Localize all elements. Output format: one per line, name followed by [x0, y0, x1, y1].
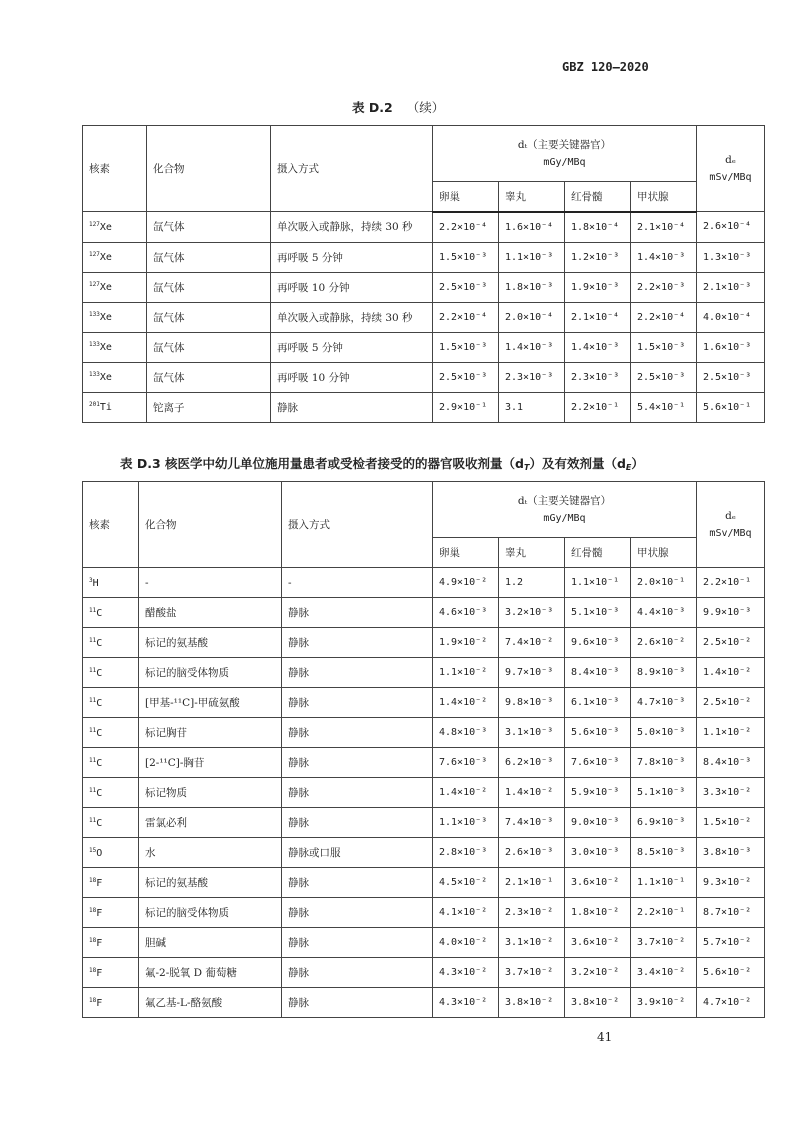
marrow-dose-cell: 3.8×10⁻² — [565, 988, 631, 1018]
route-cell: 静脉 — [282, 778, 433, 808]
thyroid-dose-cell: 5.0×10⁻³ — [631, 718, 697, 748]
table-row — [83, 688, 765, 718]
thyroid-dose-cell: 3.9×10⁻² — [631, 988, 697, 1018]
testis-dose-cell: 1.4×10⁻² — [499, 778, 565, 808]
caption-sub-t: T — [523, 463, 530, 472]
ovary-dose-cell: 1.1×10⁻³ — [433, 808, 499, 838]
header-route: 摄入方式 — [271, 126, 433, 212]
effective-dose-cell: 4.0×10⁻⁴ — [697, 302, 765, 332]
testis-dose-cell: 9.7×10⁻³ — [499, 658, 565, 688]
testis-dose-cell: 1.8×10⁻³ — [499, 272, 565, 302]
header-thyroid: 甲状腺 — [631, 182, 697, 212]
ovary-dose-cell: 7.6×10⁻³ — [433, 748, 499, 778]
header-effective — [697, 482, 765, 568]
compound-cell: 标记的脑受体物质 — [139, 658, 282, 688]
nuclide-cell — [83, 362, 147, 392]
effective-dose-cell: 2.5×10⁻² — [697, 628, 765, 658]
compound-cell: 铊离子 — [147, 392, 271, 422]
nuclide-cell — [83, 392, 147, 422]
effective-dose-cell: 2.1×10⁻³ — [697, 272, 765, 302]
mass-number: 201 — [89, 401, 100, 408]
compound-cell: 氟乙基-L-酪氨酸 — [139, 988, 282, 1018]
nuclide-cell — [83, 778, 139, 808]
mass-number: 127 — [89, 220, 100, 228]
mass-number: 18 — [89, 876, 97, 884]
marrow-dose-cell: 1.9×10⁻³ — [565, 272, 631, 302]
mass-number: 133 — [89, 371, 100, 378]
nuclide-cell — [83, 688, 139, 718]
marrow-dose-cell: 2.3×10⁻³ — [565, 362, 631, 392]
thyroid-dose-cell: 2.2×10⁻⁴ — [631, 302, 697, 332]
marrow-dose-cell: 9.6×10⁻³ — [565, 628, 631, 658]
table-row — [83, 838, 765, 868]
thyroid-dose-cell: 1.5×10⁻³ — [631, 332, 697, 362]
table-row — [83, 272, 765, 302]
route-cell: 静脉 — [282, 748, 433, 778]
testis-dose-cell: 1.6×10⁻⁴ — [499, 212, 565, 243]
element-symbol: F — [96, 967, 103, 979]
marrow-dose-cell: 5.6×10⁻³ — [565, 718, 631, 748]
nuclide-cell — [83, 808, 139, 838]
compound-cell: 氙气体 — [147, 302, 271, 332]
nuclide-cell — [83, 658, 139, 688]
compound-cell: 标记的氨基酸 — [139, 628, 282, 658]
header-compound: 化合物 — [147, 126, 271, 212]
route-cell: 静脉 — [271, 392, 433, 422]
testis-dose-cell: 2.3×10⁻² — [499, 898, 565, 928]
thyroid-dose-cell: 2.1×10⁻⁴ — [631, 212, 697, 243]
element-symbol: Xe — [99, 372, 112, 383]
element-symbol: C — [96, 667, 103, 679]
thyroid-dose-cell: 1.1×10⁻¹ — [631, 868, 697, 898]
table-row — [83, 778, 765, 808]
mass-number: 127 — [89, 281, 100, 288]
marrow-dose-cell: 3.2×10⁻² — [565, 958, 631, 988]
effective-dose-cell: 4.7×10⁻² — [697, 988, 765, 1018]
table-row — [83, 332, 765, 362]
table-d3 — [82, 481, 765, 1018]
nuclide-cell — [83, 868, 139, 898]
route-cell: 再呼吸 10 分钟 — [271, 272, 433, 302]
header-compound: 化合物 — [139, 482, 282, 568]
nuclide-cell — [83, 748, 139, 778]
element-symbol: C — [96, 787, 103, 799]
thyroid-dose-cell: 1.4×10⁻³ — [631, 242, 697, 272]
ovary-dose-cell: 2.5×10⁻³ — [433, 362, 499, 392]
route-cell: 静脉 — [282, 958, 433, 988]
thyroid-dose-cell: 2.6×10⁻² — [631, 628, 697, 658]
organ-group-title: dₜ（主要关键器官） — [517, 494, 612, 507]
marrow-dose-cell: 3.6×10⁻² — [565, 928, 631, 958]
thyroid-dose-cell: 2.5×10⁻³ — [631, 362, 697, 392]
table-row — [83, 958, 765, 988]
table-d3-caption-mid: ）及有效剂量（d — [529, 456, 626, 471]
route-cell: 再呼吸 5 分钟 — [271, 332, 433, 362]
effective-dose-cell: 8.7×10⁻² — [697, 898, 765, 928]
testis-dose-cell: 7.4×10⁻³ — [499, 808, 565, 838]
route-cell: 单次吸入或静脉，持续 30 秒 — [271, 302, 433, 332]
testis-dose-cell: 2.0×10⁻⁴ — [499, 302, 565, 332]
header-ovary: 卵巢 — [433, 538, 499, 568]
header-nuclide: 核素 — [83, 126, 147, 212]
compound-cell: [2-¹¹C]-胸苷 — [139, 748, 282, 778]
effective-title: dₑ — [725, 509, 736, 522]
element-symbol: C — [96, 697, 103, 709]
ovary-dose-cell: 1.5×10⁻³ — [433, 242, 499, 272]
compound-cell: 氙气体 — [147, 242, 271, 272]
element-symbol: C — [96, 727, 103, 739]
testis-dose-cell: 2.1×10⁻¹ — [499, 868, 565, 898]
effective-dose-cell: 1.6×10⁻³ — [697, 332, 765, 362]
mass-number: 18 — [89, 906, 97, 914]
ovary-dose-cell: 1.9×10⁻² — [433, 628, 499, 658]
compound-cell: 醋酸盐 — [139, 598, 282, 628]
compound-cell: 标记的脑受体物质 — [139, 898, 282, 928]
nuclide-cell — [83, 838, 139, 868]
thyroid-dose-cell: 5.4×10⁻¹ — [631, 392, 697, 422]
effective-dose-cell: 8.4×10⁻³ — [697, 748, 765, 778]
table-d3-caption — [120, 454, 644, 472]
header-testis: 睾丸 — [499, 182, 565, 212]
table-d2-continued: （续） — [406, 100, 445, 115]
effective-dose-cell: 2.5×10⁻² — [697, 688, 765, 718]
thyroid-dose-cell: 3.7×10⁻² — [631, 928, 697, 958]
compound-cell: [甲基-¹¹C]-甲硫氨酸 — [139, 688, 282, 718]
testis-dose-cell: 3.8×10⁻² — [499, 988, 565, 1018]
effective-dose-cell: 1.4×10⁻² — [697, 658, 765, 688]
header-testis: 睾丸 — [499, 538, 565, 568]
table-row — [83, 628, 765, 658]
marrow-dose-cell: 1.1×10⁻¹ — [565, 568, 631, 598]
testis-dose-cell: 3.1×10⁻³ — [499, 718, 565, 748]
nuclide-cell — [83, 302, 147, 332]
ovary-dose-cell: 2.2×10⁻⁴ — [433, 302, 499, 332]
compound-cell: 标记物质 — [139, 778, 282, 808]
ovary-dose-cell: 4.3×10⁻² — [433, 958, 499, 988]
nuclide-cell — [83, 212, 147, 243]
ovary-dose-cell: 4.3×10⁻² — [433, 988, 499, 1018]
testis-dose-cell: 9.8×10⁻³ — [499, 688, 565, 718]
mass-number: 11 — [89, 666, 97, 674]
compound-cell: 标记的氨基酸 — [139, 868, 282, 898]
table-d3-body — [83, 568, 765, 1018]
route-cell: 单次吸入或静脉，持续 30 秒 — [271, 212, 433, 243]
route-cell: 静脉 — [282, 868, 433, 898]
marrow-dose-cell: 1.4×10⁻³ — [565, 332, 631, 362]
organ-group-unit: mGy/MBq — [543, 512, 586, 524]
route-cell: 静脉 — [282, 718, 433, 748]
route-cell: 再呼吸 5 分钟 — [271, 242, 433, 272]
effective-unit: mSv/MBq — [709, 171, 752, 183]
route-cell: 静脉 — [282, 988, 433, 1018]
testis-dose-cell: 1.2 — [499, 568, 565, 598]
effective-dose-cell: 5.6×10⁻² — [697, 958, 765, 988]
marrow-dose-cell: 8.4×10⁻³ — [565, 658, 631, 688]
table-row — [83, 718, 765, 748]
thyroid-dose-cell: 2.0×10⁻¹ — [631, 568, 697, 598]
nuclide-cell — [83, 988, 139, 1018]
mass-number: 11 — [89, 696, 97, 704]
ovary-dose-cell: 1.5×10⁻³ — [433, 332, 499, 362]
ovary-dose-cell: 2.8×10⁻³ — [433, 838, 499, 868]
marrow-dose-cell: 5.1×10⁻³ — [565, 598, 631, 628]
effective-dose-cell: 1.1×10⁻² — [697, 718, 765, 748]
element-symbol: F — [96, 877, 103, 889]
route-cell: 静脉 — [282, 628, 433, 658]
route-cell: 静脉 — [282, 928, 433, 958]
effective-dose-cell: 1.5×10⁻² — [697, 808, 765, 838]
element-symbol: C — [96, 817, 103, 829]
ovary-dose-cell: 1.4×10⁻² — [433, 688, 499, 718]
table-d2-caption — [352, 98, 444, 116]
testis-dose-cell: 3.1×10⁻² — [499, 928, 565, 958]
ovary-dose-cell: 2.2×10⁻⁴ — [433, 212, 499, 243]
route-cell: 静脉 — [282, 688, 433, 718]
element-symbol: H — [92, 577, 99, 589]
marrow-dose-cell: 3.6×10⁻² — [565, 868, 631, 898]
header-organ-group — [433, 126, 697, 182]
compound-cell: 氙气体 — [147, 212, 271, 243]
marrow-dose-cell: 2.2×10⁻¹ — [565, 392, 631, 422]
ovary-dose-cell: 4.5×10⁻² — [433, 868, 499, 898]
thyroid-dose-cell: 8.5×10⁻³ — [631, 838, 697, 868]
compound-cell: 氙气体 — [147, 362, 271, 392]
nuclide-cell — [83, 898, 139, 928]
thyroid-dose-cell: 2.2×10⁻³ — [631, 272, 697, 302]
testis-dose-cell: 1.4×10⁻³ — [499, 332, 565, 362]
element-symbol: Xe — [99, 252, 112, 263]
testis-dose-cell: 6.2×10⁻³ — [499, 748, 565, 778]
mass-number: 18 — [89, 936, 97, 944]
marrow-dose-cell: 3.0×10⁻³ — [565, 838, 631, 868]
marrow-dose-cell: 7.6×10⁻³ — [565, 748, 631, 778]
effective-dose-cell: 3.3×10⁻² — [697, 778, 765, 808]
mass-number: 127 — [89, 251, 100, 258]
nuclide-cell — [83, 928, 139, 958]
thyroid-dose-cell: 4.4×10⁻³ — [631, 598, 697, 628]
thyroid-dose-cell: 8.9×10⁻³ — [631, 658, 697, 688]
thyroid-dose-cell: 4.7×10⁻³ — [631, 688, 697, 718]
organ-group-unit: mGy/MBq — [543, 156, 586, 168]
element-symbol: C — [96, 637, 103, 649]
header-effective — [697, 126, 765, 212]
testis-dose-cell: 3.1 — [499, 392, 565, 422]
mass-number: 18 — [89, 996, 97, 1004]
nuclide-cell — [83, 598, 139, 628]
table-row — [83, 302, 765, 332]
caption-sub-e: E — [625, 463, 632, 472]
mass-number: 11 — [89, 816, 97, 824]
table-d2-body — [83, 212, 765, 423]
mass-number: 11 — [89, 636, 97, 644]
table-row — [83, 898, 765, 928]
table-row — [83, 748, 765, 778]
ovary-dose-cell: 4.1×10⁻² — [433, 898, 499, 928]
effective-dose-cell: 2.5×10⁻³ — [697, 362, 765, 392]
thyroid-dose-cell: 6.9×10⁻³ — [631, 808, 697, 838]
testis-dose-cell: 1.1×10⁻³ — [499, 242, 565, 272]
element-symbol: Xe — [99, 221, 112, 233]
ovary-dose-cell: 1.4×10⁻² — [433, 778, 499, 808]
table-d3-caption-suffix: ） — [631, 456, 644, 471]
table-row — [83, 988, 765, 1018]
mass-number: 18 — [89, 966, 97, 974]
element-symbol: Xe — [99, 282, 112, 293]
element-symbol: F — [96, 937, 103, 949]
ovary-dose-cell: 4.8×10⁻³ — [433, 718, 499, 748]
element-symbol: C — [96, 607, 103, 619]
mass-number: 15 — [89, 846, 97, 854]
route-cell: 静脉或口服 — [282, 838, 433, 868]
route-cell: 静脉 — [282, 598, 433, 628]
effective-dose-cell: 5.6×10⁻¹ — [697, 392, 765, 422]
organ-group-title: dₜ（主要关键器官） — [517, 138, 612, 151]
nuclide-cell — [83, 332, 147, 362]
table-row — [83, 392, 765, 422]
route-cell: 静脉 — [282, 898, 433, 928]
page-number: 41 — [597, 1030, 613, 1044]
effective-dose-cell: 9.3×10⁻² — [697, 868, 765, 898]
header-thyroid: 甲状腺 — [631, 538, 697, 568]
route-cell: 静脉 — [282, 808, 433, 838]
ovary-dose-cell: 4.0×10⁻² — [433, 928, 499, 958]
standard-number: GBZ 120—2020 — [562, 60, 649, 74]
nuclide-cell — [83, 568, 139, 598]
header-ovary: 卵巢 — [433, 182, 499, 212]
header-nuclide: 核素 — [83, 482, 139, 568]
effective-dose-cell: 9.9×10⁻³ — [697, 598, 765, 628]
thyroid-dose-cell: 7.8×10⁻³ — [631, 748, 697, 778]
table-row — [83, 928, 765, 958]
compound-cell: 雷氯必利 — [139, 808, 282, 838]
route-cell: - — [282, 568, 433, 598]
element-symbol: Xe — [99, 312, 112, 323]
table-row — [83, 658, 765, 688]
thyroid-dose-cell: 2.2×10⁻¹ — [631, 898, 697, 928]
table-row — [83, 868, 765, 898]
ovary-dose-cell: 2.9×10⁻¹ — [433, 392, 499, 422]
header-marrow: 红骨髓 — [565, 182, 631, 212]
route-cell: 再呼吸 10 分钟 — [271, 362, 433, 392]
mass-number: 11 — [89, 786, 97, 794]
nuclide-cell — [83, 718, 139, 748]
thyroid-dose-cell: 5.1×10⁻³ — [631, 778, 697, 808]
mass-number: 133 — [89, 341, 100, 348]
effective-title: dₑ — [725, 153, 736, 166]
nuclide-cell — [83, 272, 147, 302]
element-symbol: F — [96, 997, 103, 1009]
mass-number: 11 — [89, 756, 97, 764]
mass-number: 11 — [89, 726, 97, 734]
element-symbol: C — [96, 757, 103, 769]
thyroid-dose-cell: 3.4×10⁻² — [631, 958, 697, 988]
compound-cell: 胆碱 — [139, 928, 282, 958]
effective-dose-cell: 2.2×10⁻¹ — [697, 568, 765, 598]
effective-unit: mSv/MBq — [709, 527, 752, 539]
nuclide-cell — [83, 628, 139, 658]
testis-dose-cell: 3.7×10⁻² — [499, 958, 565, 988]
testis-dose-cell: 2.3×10⁻³ — [499, 362, 565, 392]
element-symbol: Ti — [99, 402, 112, 413]
compound-cell: 氙气体 — [147, 332, 271, 362]
compound-cell: - — [139, 568, 282, 598]
table-d2-title: 表 D.2 — [352, 100, 393, 115]
mass-number: 11 — [89, 606, 97, 614]
route-cell: 静脉 — [282, 658, 433, 688]
header-marrow: 红骨髓 — [565, 538, 631, 568]
effective-dose-cell: 3.8×10⁻³ — [697, 838, 765, 868]
ovary-dose-cell: 4.6×10⁻³ — [433, 598, 499, 628]
ovary-dose-cell: 4.9×10⁻² — [433, 568, 499, 598]
marrow-dose-cell: 6.1×10⁻³ — [565, 688, 631, 718]
marrow-dose-cell: 1.8×10⁻² — [565, 898, 631, 928]
ovary-dose-cell: 1.1×10⁻² — [433, 658, 499, 688]
ovary-dose-cell: 2.5×10⁻³ — [433, 272, 499, 302]
testis-dose-cell: 7.4×10⁻² — [499, 628, 565, 658]
effective-dose-cell: 1.3×10⁻³ — [697, 242, 765, 272]
element-symbol: Xe — [99, 342, 112, 353]
header-organ-group — [433, 482, 697, 538]
header-route: 摄入方式 — [282, 482, 433, 568]
element-symbol: O — [96, 847, 103, 859]
testis-dose-cell: 3.2×10⁻³ — [499, 598, 565, 628]
table-row — [83, 808, 765, 838]
table-row — [83, 212, 765, 243]
mass-number: 133 — [89, 311, 100, 318]
compound-cell: 氙气体 — [147, 272, 271, 302]
testis-dose-cell: 2.6×10⁻³ — [499, 838, 565, 868]
marrow-dose-cell: 5.9×10⁻³ — [565, 778, 631, 808]
effective-dose-cell: 5.7×10⁻² — [697, 928, 765, 958]
nuclide-cell — [83, 958, 139, 988]
element-symbol: F — [96, 907, 103, 919]
compound-cell: 氟-2-脱氧 D 葡萄糖 — [139, 958, 282, 988]
table-d3-caption-prefix: 表 D.3 核医学中幼儿单位施用量患者或受检者接受的的器官吸收剂量（d — [120, 456, 524, 471]
compound-cell: 标记胸苷 — [139, 718, 282, 748]
effective-dose-cell: 2.6×10⁻⁴ — [697, 212, 765, 243]
table-d2 — [82, 125, 765, 423]
marrow-dose-cell: 9.0×10⁻³ — [565, 808, 631, 838]
marrow-dose-cell: 1.2×10⁻³ — [565, 242, 631, 272]
table-row — [83, 362, 765, 392]
table-row — [83, 598, 765, 628]
compound-cell: 水 — [139, 838, 282, 868]
table-row — [83, 242, 765, 272]
marrow-dose-cell: 1.8×10⁻⁴ — [565, 212, 631, 243]
mass-number: 3 — [89, 576, 93, 584]
nuclide-cell — [83, 242, 147, 272]
table-row — [83, 568, 765, 598]
marrow-dose-cell: 2.1×10⁻⁴ — [565, 302, 631, 332]
